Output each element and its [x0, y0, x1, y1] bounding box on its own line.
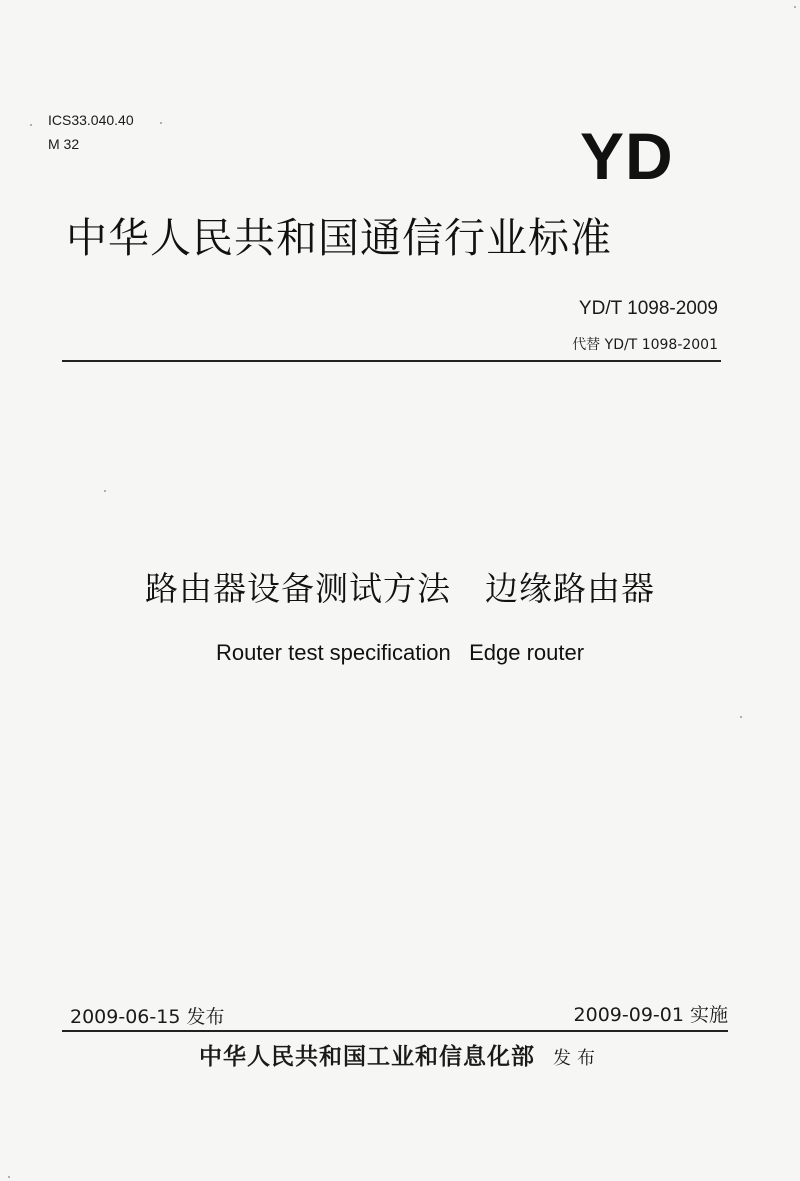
- ics-code: ICS33.040.40: [48, 112, 134, 128]
- top-divider: [62, 360, 721, 362]
- implementation-date: 2009-09-01 实施: [573, 1004, 728, 1026]
- scan-speck: [104, 490, 106, 492]
- document-title-english: Router test specification Edge router: [215, 640, 585, 665]
- scan-speck: [160, 122, 162, 124]
- bottom-divider: [62, 1030, 728, 1032]
- replaces-standard: 代替 YD/T 1098-2001: [572, 337, 718, 353]
- scan-speck: [794, 6, 796, 8]
- scan-speck: [30, 124, 32, 126]
- issuer-name: 中华人民共和国工业和信息化部: [199, 1043, 535, 1070]
- standard-category-title: 中华人民共和国通信行业标准: [66, 214, 612, 262]
- standard-number: YD/T 1098-2009: [578, 298, 718, 319]
- scan-speck: [8, 1176, 10, 1178]
- issue-date: 2009-06-15 发布: [70, 1006, 225, 1028]
- classification-code: M 32: [48, 136, 80, 152]
- document-title-chinese: 路由器设备测试方法 边缘路由器: [145, 569, 655, 608]
- yd-logo: YD: [580, 119, 674, 193]
- issuer-suffix: 发布: [553, 1048, 601, 1069]
- issuing-authority: [0, 1040, 800, 1076]
- scan-speck: [740, 716, 742, 718]
